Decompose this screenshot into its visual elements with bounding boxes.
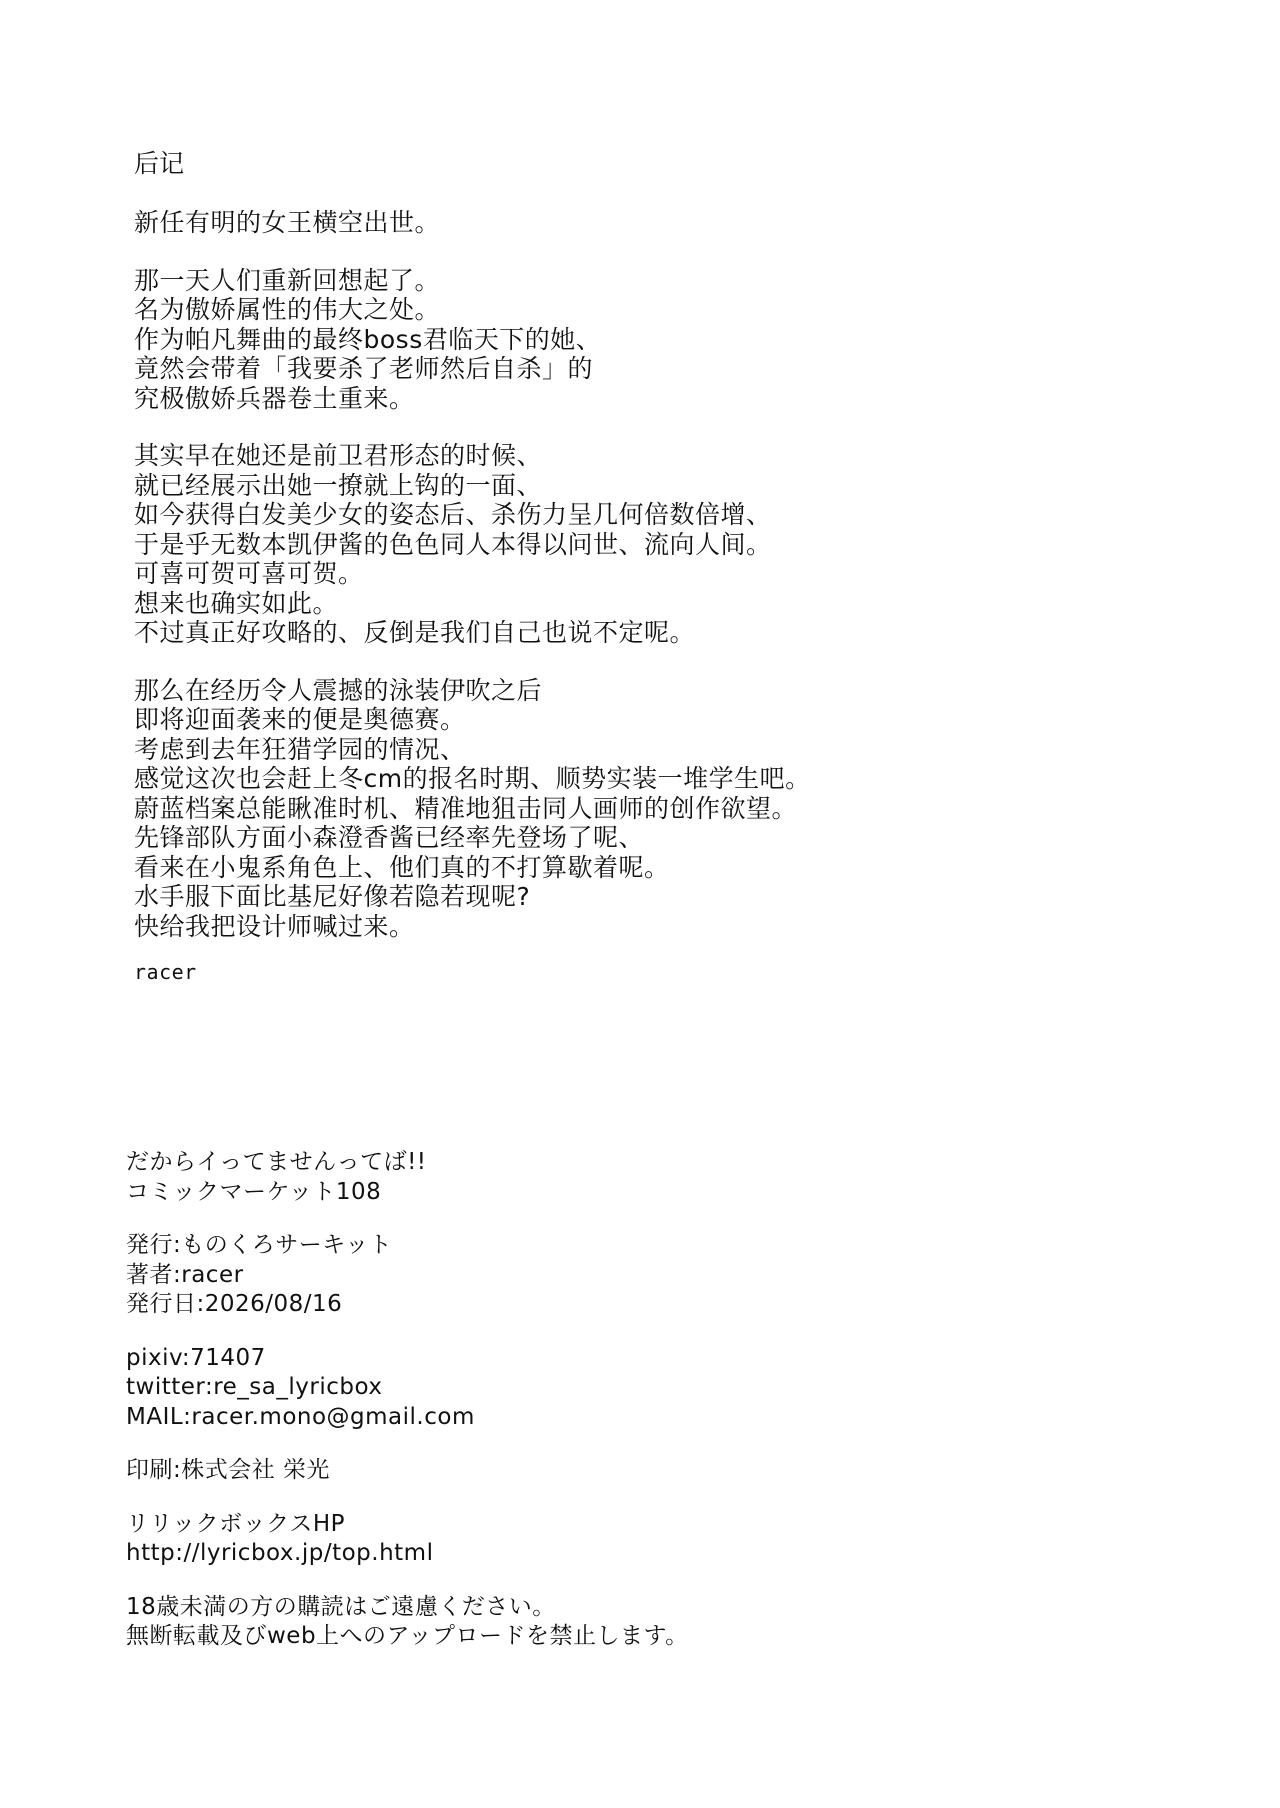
- afterword-line: 水手服下面比基尼好像若隐若现呢?: [134, 882, 531, 911]
- pixiv-line: pixiv:71407: [126, 1344, 266, 1371]
- afterword-title: 后记: [134, 149, 185, 178]
- afterword-line: 如今获得白发美少女的姿态后、杀伤力呈几何倍数倍增、: [134, 500, 772, 529]
- afterword-line: 其实早在她还是前卫君形态的时候、: [134, 441, 543, 470]
- mail-line: MAIL:racer.mono@gmail.com: [126, 1403, 475, 1430]
- copyright-notice: 無断転載及びweb上へのアップロードを禁止します。: [126, 1623, 689, 1649]
- colophon-printer-group: [126, 1456, 1126, 1486]
- afterword-section: [134, 148, 1034, 985]
- afterword-line: 快给我把设计师喊过来。: [134, 911, 415, 941]
- printer-line: 印刷:株式会社 栄光: [126, 1457, 331, 1483]
- website-label: リリックボックスHP: [126, 1510, 346, 1537]
- afterword-line: 蔚蓝档案总能瞅准时机、精准地狙击同人画师的创作欲望。: [134, 793, 798, 823]
- colophon-website-group: [126, 1510, 1126, 1569]
- afterword-line: 看来在小鬼系角色上、他们真的不打算歇着呢。: [134, 852, 670, 882]
- colophon-notice-group: [126, 1593, 1126, 1652]
- website-url: http://lyricbox.jp/top.html: [126, 1540, 434, 1566]
- event-name: コミックマーケット108: [126, 1178, 382, 1205]
- afterword-line: 竟然会带着「我要杀了老师然后自杀」的: [134, 354, 594, 383]
- book-title: だからイってませんってば!!: [126, 1149, 427, 1175]
- afterword-paragraph: [134, 208, 1034, 238]
- afterword-line: 先锋部队方面小森澄香酱已经率先登场了呢、: [134, 823, 645, 852]
- afterword-line: 考虑到去年狂猎学园的情况、: [134, 734, 466, 764]
- afterword-signature: racer: [134, 960, 197, 984]
- afterword-line: 感觉这次也会赶上冬cm的报名时期、顺势实装一堆学生吧。: [134, 764, 811, 793]
- afterword-line: 那一天人们重新回想起了。: [134, 265, 441, 295]
- colophon-title-group: [126, 1148, 1126, 1207]
- afterword-line: 于是乎无数本凯伊酱的色色同人本得以问世、流向人间。: [134, 529, 772, 559]
- afterword-paragraph: [134, 266, 1034, 414]
- afterword-line: 就已经展示出她一撩就上钩的一面、: [134, 470, 543, 500]
- afterword-paragraph: [134, 676, 1034, 942]
- afterword-line: 新任有明的女王横空出世。: [134, 208, 441, 237]
- afterword-paragraph: [134, 441, 1034, 648]
- afterword-line: 名为傲娇属性的伟大之处。: [134, 295, 441, 324]
- publisher-line: 発行:ものくろサーキット: [126, 1232, 393, 1258]
- afterword-line: 不过真正好攻略的、反倒是我们自己也说不定呢。: [134, 618, 696, 647]
- publish-date-line: 発行日:2026/08/16: [126, 1291, 343, 1317]
- colophon-section: [126, 1148, 1126, 1676]
- afterword-line: 作为帕凡舞曲的最终boss君临天下的她、: [134, 324, 602, 354]
- afterword-line: 那么在经历令人震撼的泳装伊吹之后: [134, 675, 543, 705]
- twitter-line: twitter:re_sa_lyricbox: [126, 1374, 383, 1400]
- afterword-line: 究极傲娇兵器卷土重来。: [134, 383, 415, 413]
- colophon-publication-group: [126, 1231, 1126, 1320]
- afterword-line: 可喜可贺可喜可贺。: [134, 559, 364, 588]
- colophon-contact-group: [126, 1344, 1126, 1433]
- author-line: 著者:racer: [126, 1261, 244, 1288]
- afterword-line: 即将迎面袭来的便是奥德赛。: [134, 705, 466, 734]
- age-notice: 18歳未満の方の購読はご遠慮ください。: [126, 1593, 556, 1620]
- afterword-line: 想来也确实如此。: [134, 588, 339, 618]
